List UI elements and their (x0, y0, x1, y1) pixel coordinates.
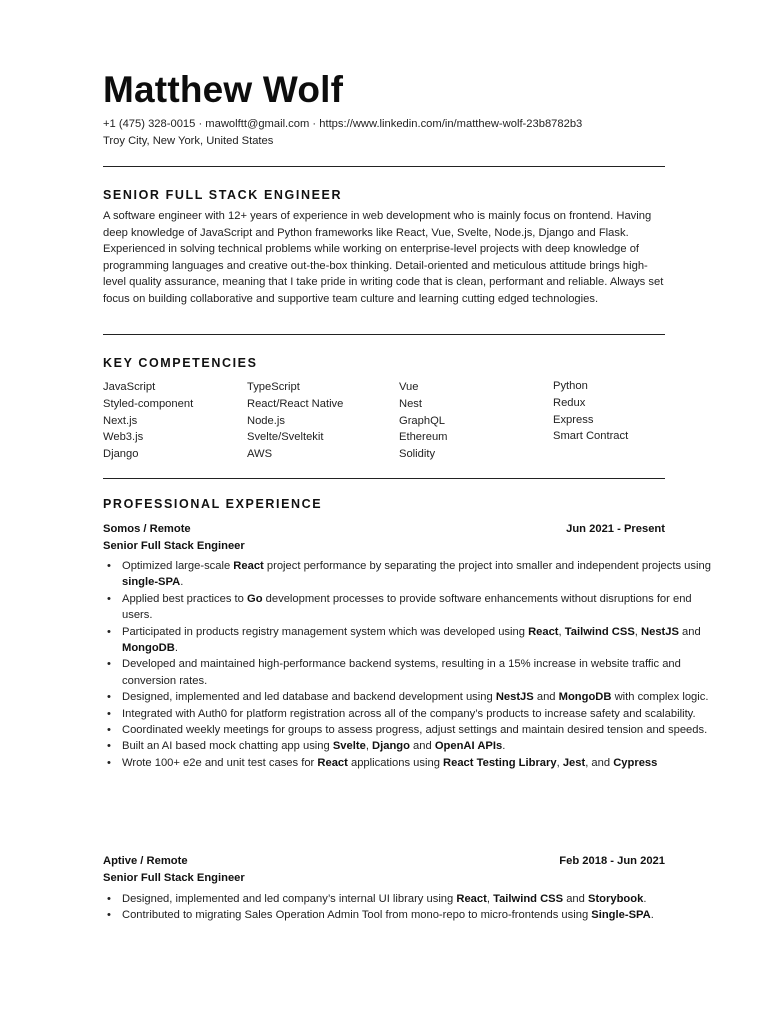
bullet-keyword: MongoDB (122, 642, 175, 655)
bullet-keyword: Single-SPA (591, 909, 651, 922)
bullet-text: development processes to provide software enhancements without disruptions for end users. (122, 592, 692, 622)
bullet-keyword: single-SPA (122, 576, 181, 589)
bullet-keyword: React (317, 756, 348, 769)
competency-item: Redux (553, 397, 586, 409)
competency-item: Next.js (103, 415, 138, 427)
bullet-text: . (174, 642, 178, 655)
bullet-text: , (365, 740, 373, 753)
competency-item: Smart Contract (553, 430, 629, 442)
job-bullet (103, 656, 713, 689)
job-title: Senior Full Stack Engineer (103, 872, 245, 884)
job-bullet (103, 907, 713, 923)
competency-item: JavaScript (103, 381, 156, 393)
bullet-keyword: MongoDB (558, 691, 612, 704)
bullet-keyword: React (456, 893, 487, 905)
job-bullets (103, 558, 713, 771)
bullet-text: . (643, 893, 647, 905)
bullet-text: project performance by separating the project into smaller and independent projects using (263, 560, 711, 572)
bullet-text: Coordinated weekly meetings for groups to assess progress, adjust settings and maintain desired tension and speeds. (122, 724, 708, 737)
bullet-text: Contributed to migrating Sales Operation Admin Tool from mono-repo to micro-frontends using (122, 909, 592, 922)
bullet-text: . (180, 576, 184, 589)
bullet-text: and (533, 691, 559, 704)
location: Troy City, New York, United States (103, 135, 274, 147)
bullet-keyword: React (528, 625, 559, 638)
job-title: Senior Full Stack Engineer (103, 540, 245, 552)
competency-item: Solidity (399, 448, 436, 460)
bullet-text: Optimized large-scale (122, 560, 234, 572)
competency-item: Ethereum (399, 431, 448, 443)
job-bullet (103, 591, 713, 624)
bullet-keyword: React (233, 560, 264, 572)
divider (103, 166, 665, 167)
competency-item: TypeScript (247, 381, 300, 393)
bullet-keyword: Django (372, 740, 410, 753)
job-bullet (103, 689, 713, 705)
bullet-keyword: Go (247, 592, 263, 605)
bullet-text: Built an AI based mock chatting app using (122, 740, 333, 753)
bullet-keyword: Jest (562, 756, 586, 769)
competency-item: GraphQL (399, 415, 446, 427)
summary-text: A software engineer with 12+ years of experience in web development who is mainly focus on frontend. Having deep knowledge of JavaScript and Python frameworks like React, Vue, Svelte, Node.js, Django and Flask. Experienced in solving technical problems while working on enterprise-level projects with deep knowledge of programming languages and creative out-the-box thinking. Detail-oriented and meticulous attitude brings high-level quality assurance, meaning that I take pride in writing code that is clean, performant and reliable. Always set focus on building collaborative and supportive team culture and learning cutting edged technologies. (103, 210, 664, 305)
competency-item: Python (553, 380, 588, 392)
bullet-text: , (556, 756, 563, 769)
divider (103, 478, 665, 479)
bullet-keyword: Cypress (613, 756, 658, 769)
bullet-text: , (634, 625, 642, 638)
bullet-text: , (558, 625, 565, 638)
job-bullet (103, 558, 713, 591)
candidate-name: Matthew Wolf (103, 69, 344, 110)
bullet-keyword: Svelte (332, 740, 366, 753)
bullet-text: Integrated with Auth0 for platform registration across all of the company’s products to increase safety and scalability. (122, 707, 696, 720)
bullet-keyword: React Testing Library (443, 756, 557, 769)
job-bullet (103, 755, 713, 771)
bullet-text: and (563, 893, 588, 905)
competency-item: AWS (247, 448, 273, 460)
bullet-text: Designed, implemented and led database and backend development using (122, 691, 496, 704)
summary-heading: SENIOR FULL STACK ENGINEER (103, 188, 343, 202)
company-name: Somos / Remote (103, 523, 191, 535)
divider (103, 334, 665, 335)
bullet-keyword: Tailwind CSS (493, 893, 564, 905)
competency-item: Nest (399, 398, 423, 410)
job-bullet (103, 624, 713, 657)
bullet-keyword: OpenAI APIs (434, 740, 503, 753)
experience-heading: PROFESSIONAL EXPERIENCE (103, 497, 323, 511)
competency-item: Styled-component (103, 398, 194, 410)
bullet-text: and (678, 625, 701, 638)
bullet-text: Applied best practices to (122, 592, 247, 605)
bullet-keyword: NestJS (641, 625, 679, 638)
competency-item: Svelte/Sveltekit (247, 431, 324, 443)
bullet-text: Wrote 100+ e2e and unit test cases for (122, 756, 318, 769)
contact-block (103, 116, 582, 150)
competency-item: React/React Native (247, 398, 344, 410)
bullet-text: , (486, 893, 494, 905)
job-header (103, 853, 665, 869)
bullet-keyword: Storybook (587, 893, 644, 905)
job-bullet (103, 738, 713, 754)
bullet-text: , and (585, 756, 614, 769)
competency-item: Express (553, 414, 594, 426)
bullet-text: . (650, 909, 654, 922)
job-bullet (103, 891, 713, 907)
competency-item: Django (103, 448, 139, 460)
job-bullets (103, 891, 713, 924)
job-bullet (103, 706, 713, 722)
bullet-text: applications using (347, 756, 444, 769)
job-header (103, 521, 665, 537)
bullet-keyword: NestJS (495, 691, 534, 704)
company-name: Aptive / Remote (103, 855, 188, 867)
bullet-text: Participated in products registry management system which was developed using (122, 625, 529, 638)
bullet-text: . (502, 740, 506, 753)
bullet-text: and (409, 740, 435, 753)
job-bullet (103, 722, 713, 738)
job-dates: Jun 2021 - Present (566, 523, 665, 535)
bullet-text: Developed and maintained high-performance backend systems, resulting in a 15% increase in website traffic and conversion rates. (122, 658, 681, 687)
competency-item: Vue (399, 381, 419, 393)
competencies-heading: KEY COMPETENCIES (103, 356, 258, 370)
competency-item: Node.js (247, 415, 285, 427)
contact-line: +1 (475) 328-0015 · mawolftt@gmail.com · https://www.linkedin.com/in/matthew-wolf-23b8782b3 (103, 118, 583, 130)
bullet-keyword: Tailwind CSS (564, 625, 635, 638)
job-dates: Feb 2018 - Jun 2021 (559, 855, 665, 867)
bullet-text: with complex logic. (611, 691, 709, 704)
competency-item: Web3.js (103, 431, 144, 443)
bullet-text: Designed, implemented and led company’s internal UI library using (122, 893, 457, 905)
